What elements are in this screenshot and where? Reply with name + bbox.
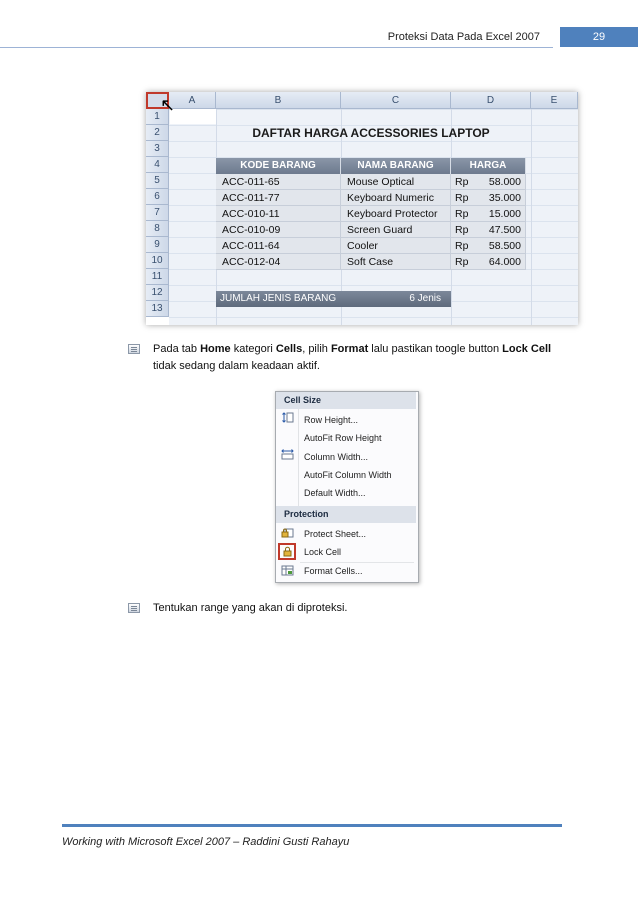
row-header: 5 (146, 173, 169, 189)
menu-item-column-width: Column Width... (304, 452, 369, 462)
bullet-icon (128, 344, 142, 355)
column-header-d: D (451, 92, 531, 109)
currency-label: Rp (455, 224, 469, 236)
row-header: 8 (146, 221, 169, 237)
row-header: 2 (146, 125, 169, 141)
table-header-kode: KODE BARANG (216, 158, 341, 174)
table-header-nama: NAMA BARANG (341, 158, 451, 174)
menu-item-lock-cell: Lock Cell (304, 547, 342, 557)
text-bold-home: Home (200, 343, 231, 355)
table-cell-harga (451, 222, 526, 238)
footer-rule (62, 824, 562, 827)
currency-label: Rp (455, 208, 469, 220)
spreadsheet-screenshot (146, 92, 578, 325)
table-cell-kode: ACC-010-11 (216, 206, 341, 222)
running-header-title: Proteksi Data Pada Excel 2007 (387, 31, 540, 43)
menu-item-format-cells: Format Cells... (304, 566, 363, 576)
table-cell-nama: Keyboard Numeric (341, 190, 451, 206)
row-header: 7 (146, 205, 169, 221)
price-value: 58.000 (488, 176, 521, 188)
table-cell-harga (451, 174, 526, 190)
menu-item-protect-sheet: Protect Sheet... (304, 529, 367, 539)
table-cell-nama: Screen Guard (341, 222, 451, 238)
table-cell-nama: Keyboard Protector (341, 206, 451, 222)
price-value: 15.000 (488, 208, 521, 220)
table-cell-nama: Soft Case (341, 254, 451, 270)
summary-value: 6 Jenis (341, 291, 451, 307)
table-cell-harga (451, 254, 526, 270)
row-header: 9 (146, 237, 169, 253)
menu-item-default-width: Default Width... (304, 488, 366, 498)
format-menu-screenshot (275, 391, 419, 583)
column-header-a: A (169, 92, 216, 109)
row-header: 6 (146, 189, 169, 205)
text-run: Pada tab (153, 343, 201, 355)
column-header-c: C (341, 92, 451, 109)
row-header: 12 (146, 285, 169, 301)
menu-section-cell-size: Cell Size (276, 392, 416, 409)
column-header-e: E (531, 92, 578, 109)
table-header-harga: HARGA (451, 158, 526, 174)
mouse-pointer-icon: ↖ (160, 95, 176, 115)
instruction-paragraph-2: Tentukan range yang akan di diproteksi. (153, 602, 348, 614)
table-cell-kode: ACC-011-64 (216, 238, 341, 254)
price-value: 58.500 (488, 240, 521, 252)
sheet-title: DAFTAR HARGA ACCESSORIES LAPTOP (252, 126, 490, 140)
row-header: 4 (146, 157, 169, 173)
price-value: 47.500 (488, 224, 521, 236)
row-header: 10 (146, 253, 169, 269)
price-value: 64.000 (488, 256, 521, 268)
bullet-icon (128, 603, 142, 614)
text-run: tidak sedang dalam keadaan aktif. (153, 360, 320, 372)
text-bold-format: Format (330, 343, 369, 355)
table-cell-kode: ACC-011-77 (216, 190, 341, 206)
active-cell (170, 109, 216, 124)
currency-label: Rp (455, 192, 469, 204)
price-value: 35.000 (488, 192, 521, 204)
column-header-b: B (216, 92, 341, 109)
table-cell-kode: ACC-010-09 (216, 222, 341, 238)
table-cell-nama: Mouse Optical (341, 174, 451, 190)
table-cell-harga (451, 238, 526, 254)
row-header: 3 (146, 141, 169, 157)
menu-section-protection: Protection (276, 506, 416, 523)
table-cell-harga (451, 190, 526, 206)
footer-text: Working with Microsoft Excel 2007 – Raddini Gusti Rahayu (62, 836, 350, 848)
text-bold-cells: Cells (275, 343, 303, 355)
menu-item-autofit-row-height: AutoFit Row Height (304, 433, 382, 443)
text-run: kategori (230, 343, 276, 355)
table-cell-kode: ACC-011-65 (216, 174, 341, 190)
table-cell-kode: ACC-012-04 (216, 254, 341, 270)
row-header: 13 (146, 301, 169, 317)
row-header: 1 (146, 109, 169, 125)
table-cell-nama: Cooler (341, 238, 451, 254)
summary-label: JUMLAH JENIS BARANG (216, 291, 341, 307)
currency-label: Rp (455, 176, 469, 188)
menu-item-row-height: Row Height... (304, 415, 359, 425)
currency-label: Rp (455, 256, 469, 268)
text-run: , pilih (302, 343, 331, 355)
row-header: 11 (146, 269, 169, 285)
menu-item-autofit-column-width: AutoFit Column Width (304, 470, 392, 480)
text-run: lalu pastikan toogle button (368, 343, 503, 355)
page-number: 29 (560, 27, 638, 47)
table-cell-harga (451, 206, 526, 222)
instruction-paragraph-1 (153, 341, 551, 375)
header-rule (0, 47, 553, 48)
text-bold-lock-cell: Lock Cell (502, 343, 552, 355)
currency-label: Rp (455, 240, 469, 252)
grid-line (531, 109, 532, 325)
